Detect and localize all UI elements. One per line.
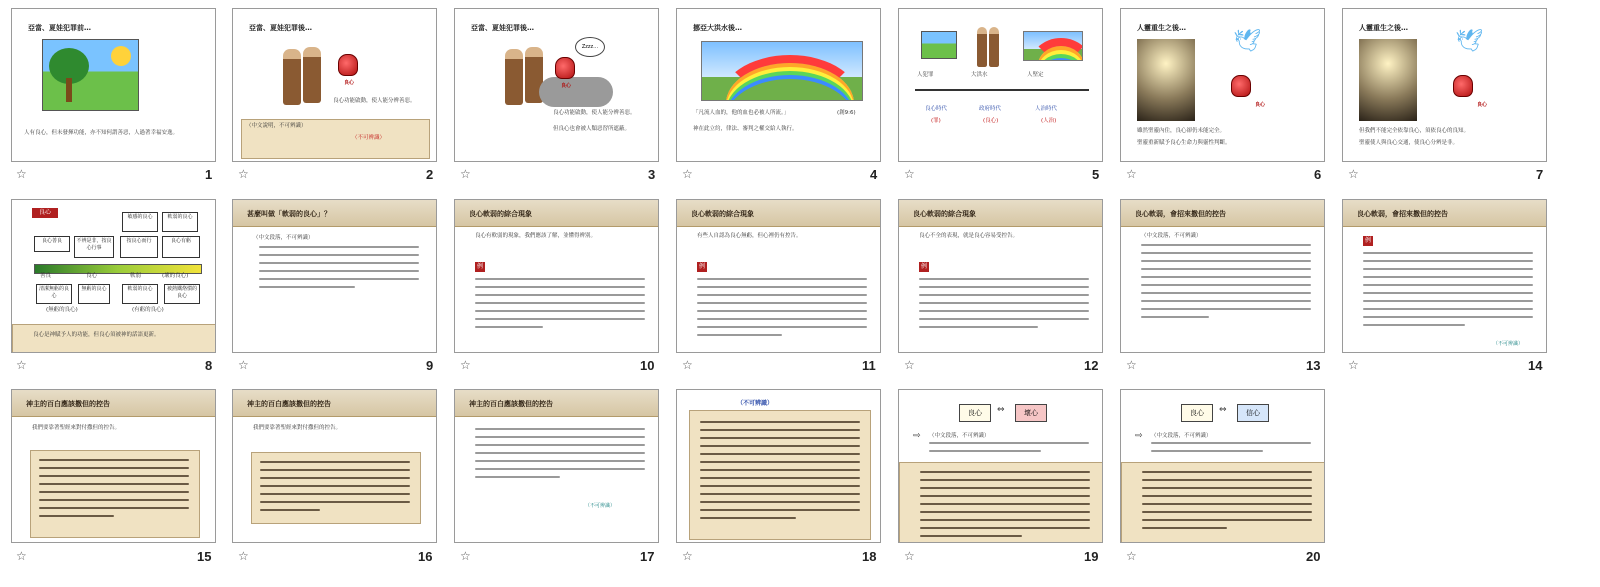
slide-thumbnail-18[interactable]: （不可辨識） — [676, 389, 881, 543]
slide-number: 15 — [197, 549, 212, 564]
slide-thumbnail-16[interactable]: 神主的百白應該撒但的控告 我們要靠著聖經來對付撒但的控告。 — [232, 389, 437, 543]
dove-icon: 🕊 — [1233, 29, 1261, 54]
slide-title: 挪亞大洪水後… — [693, 24, 742, 32]
arrow-icon: ⇨ — [913, 431, 921, 441]
footnote-box: 良心是神賦予人的功能，但良心須被神的話語更新。 — [12, 324, 216, 353]
slide-thumbnail-2[interactable]: 亞當、夏娃犯罪後… 良心 良心功能啟動，使人能分辨善惡。 （中文說明，不可辨識） （不可辨識） — [232, 8, 437, 162]
slide-number: 14 — [1528, 358, 1543, 373]
slide-thumbnail-17[interactable]: 神主的百白應該撒但的控告 （不可辨識） — [454, 389, 659, 543]
slide-number: 18 — [862, 549, 877, 564]
slide-thumbnail-8[interactable]: 良心 良心善良 不辨是非，按良心行事 按良心而行 良心有虧 敏感的良心 軟弱的良心 善良 良心 軟弱 (壞的良心) 清潔無虧的良心 無虧的良心 軟弱的良心 被熱鐵烙慣的良心 (無虧的良心) (有虧的良心) 良心是神賦予人的功能，但良心須被神的話語更新。 — [11, 199, 216, 353]
slide-number: 7 — [1536, 167, 1544, 182]
star-icon[interactable]: ☆ — [238, 358, 249, 372]
scripture-box — [251, 452, 421, 524]
lantern-icon — [1231, 75, 1251, 97]
star-icon[interactable]: ☆ — [460, 167, 471, 181]
star-icon[interactable]: ☆ — [682, 549, 693, 563]
text-lines — [259, 246, 419, 294]
slide-thumbnail-20[interactable]: 良心 ⇔ 信心 ⇨ （中文段落，不可辨識） — [1120, 389, 1325, 543]
slide-thumbnail-19[interactable]: 良心 ⇔ 壞心 ⇨ （中文段落，不可辨識） — [898, 389, 1103, 543]
slide-header: 神主的百白應該撒但的控告 — [12, 390, 215, 417]
slide-number: 17 — [640, 549, 655, 564]
slide-header: 神主的百白應該撒但的控告 — [455, 390, 658, 417]
slide-thumbnail-13[interactable]: 良心軟弱，會招來撒但的控告 （中文段落，不可辨識） — [1120, 199, 1325, 353]
slide-number: 6 — [1314, 167, 1322, 182]
rainbow-illustration — [701, 41, 863, 101]
slide-thumbnail-7[interactable]: 人靈重生之後… 🕊 良心 但我們不能完全依靠良心，須依良心的良知。 聖靈使人與良心交通，使良心分辨是非。 — [1342, 8, 1547, 162]
star-icon[interactable]: ☆ — [16, 358, 27, 372]
star-icon[interactable]: ☆ — [1126, 358, 1137, 372]
speech-bubble: Zzzz… — [575, 37, 605, 57]
slide-title: 亞當、夏娃犯罪後… — [471, 24, 534, 32]
slide-badge: 良心 — [32, 208, 58, 218]
slide-number: 11 — [862, 358, 876, 373]
slide-thumbnail-1[interactable] — [11, 8, 216, 162]
slide-number: 13 — [1306, 358, 1321, 373]
slide-number: 8 — [205, 358, 213, 373]
slide-number: 12 — [1084, 358, 1099, 373]
slide-thumbnail-4[interactable]: 挪亞大洪水後… 「凡流人血的，他的血也必被人所流。」 (創9:6) 神在此立約，律法、審判之權交給人執行。 — [676, 8, 881, 162]
text-lines — [1141, 244, 1311, 324]
slide-thumbnail-9[interactable]: 甚麼叫做「軟弱的良心」？ （中文段落，不可辨識） — [232, 199, 437, 353]
slide-thumbnail-14[interactable]: 良心軟弱，會招來撒但的控告 例 （不可辨識） — [1342, 199, 1547, 353]
slide-number: 9 — [426, 358, 434, 373]
star-icon[interactable]: ☆ — [904, 358, 915, 372]
slide-caption: 良心功能啟動，使人能分辨善惡。 — [333, 98, 416, 104]
star-icon[interactable]: ☆ — [460, 358, 471, 372]
star-icon[interactable]: ☆ — [682, 167, 693, 181]
slide-number: 3 — [648, 167, 656, 182]
star-icon[interactable]: ☆ — [1126, 549, 1137, 563]
dove-icon: 🕊 — [1455, 29, 1483, 54]
scripture-box — [689, 410, 871, 540]
slide-number: 1 — [205, 167, 213, 182]
slide-number: 5 — [1092, 167, 1100, 182]
slide-thumbnail-6[interactable]: 人靈重生之後… 🕊 良心 雖然聖靈內住，良心卻仍未能完全。 聖靈重新賦予良心生命力與靈性判斷。 — [1120, 8, 1325, 162]
star-icon[interactable]: ☆ — [1348, 167, 1359, 181]
slide-thumbnail-3[interactable]: 亞當、夏娃犯罪後… 良心 Zzzz… 良心功能啟動，使人能分辨善惡。 但良心也會被人類惡習所遮蔽。 — [454, 8, 659, 162]
garden-illustration — [42, 39, 139, 111]
slide-thumbnail-15[interactable]: 神主的百白應該撒但的控告 我們要靠著聖經來對付撒但的控告。 — [11, 389, 216, 543]
lantern-icon — [338, 54, 358, 76]
star-icon[interactable]: ☆ — [238, 167, 249, 181]
slide-header: 良心軟弱的綜合現象 — [677, 200, 880, 227]
slide-header: 良心軟弱，會招來撒但的控告 — [1121, 200, 1324, 227]
slide-number: 19 — [1084, 549, 1099, 564]
slide-number: 16 — [418, 549, 433, 564]
notes-box: （中文說明，不可辨識） （不可辨識） — [241, 119, 430, 159]
slide-title: 人靈重生之後… — [1359, 24, 1408, 32]
slide-header: 神主的百白應該撒但的控告 — [233, 390, 436, 417]
text-lines — [919, 278, 1089, 334]
slide-header: 良心軟弱的綜合現象 — [899, 200, 1102, 227]
slide-number: 2 — [426, 167, 434, 182]
lantern-icon — [555, 57, 575, 79]
star-icon[interactable]: ☆ — [460, 549, 471, 563]
text-lines — [475, 278, 645, 334]
slide-header: 良心軟弱，會招來撒但的控告 — [1343, 200, 1546, 227]
star-icon[interactable]: ☆ — [1348, 358, 1359, 372]
text-lines — [1363, 252, 1533, 332]
timeline-arrow — [915, 89, 1089, 91]
text-lines — [929, 442, 1089, 458]
slide-caption: 人有良心，但未發揮功能，亦不知何謂善惡，人過著幸福安逸。 — [24, 130, 179, 136]
star-icon[interactable]: ☆ — [16, 549, 27, 563]
slide-thumbnail-12[interactable]: 良心軟弱的綜合現象 良心不全的表現，就是良心容易受控告。 例 — [898, 199, 1103, 353]
text-lines — [1151, 442, 1311, 458]
slide-thumbnail-11[interactable]: 良心軟弱的綜合現象 有些人自認為良心無虧，但心裡仍有控告。 例 — [676, 199, 881, 353]
scripture-box — [1121, 462, 1325, 543]
arrow-icon: ⇨ — [1135, 431, 1143, 441]
scripture-box — [899, 462, 1103, 543]
slide-title: 人靈重生之後… — [1137, 24, 1186, 32]
star-icon[interactable]: ☆ — [904, 549, 915, 563]
slide-header: 甚麼叫做「軟弱的良心」？ — [233, 200, 436, 227]
slide-thumbnail-10[interactable]: 良心軟弱的綜合現象 良心有軟弱的現象，我們應該了解，並懂得辨別。 例 — [454, 199, 659, 353]
slide-thumbnail-5[interactable]: 人犯罪 大洪水 人堅定 良心時代 政府時代 人治時代 (罪) (良心) (人治) — [898, 8, 1103, 162]
slide-number: 20 — [1306, 549, 1321, 564]
star-icon[interactable]: ☆ — [1126, 167, 1137, 181]
star-icon[interactable]: ☆ — [682, 358, 693, 372]
slide-number: 10 — [640, 358, 655, 373]
star-icon[interactable]: ☆ — [238, 549, 249, 563]
light-illustration — [1359, 39, 1417, 121]
text-lines — [697, 278, 867, 342]
scripture-box — [30, 450, 200, 538]
text-lines — [475, 428, 645, 484]
cloud-illustration — [539, 77, 613, 107]
light-illustration — [1137, 39, 1195, 121]
slide-header: 良心軟弱的綜合現象 — [455, 200, 658, 227]
star-icon[interactable]: ☆ — [904, 167, 915, 181]
slide-title: 亞當、夏娃犯罪後… — [249, 24, 312, 32]
lantern-icon — [1453, 75, 1473, 97]
slide-title: 亞當、夏娃犯罪前… — [28, 24, 91, 32]
star-icon[interactable]: ☆ — [16, 167, 27, 181]
slide-number: 4 — [870, 167, 878, 182]
